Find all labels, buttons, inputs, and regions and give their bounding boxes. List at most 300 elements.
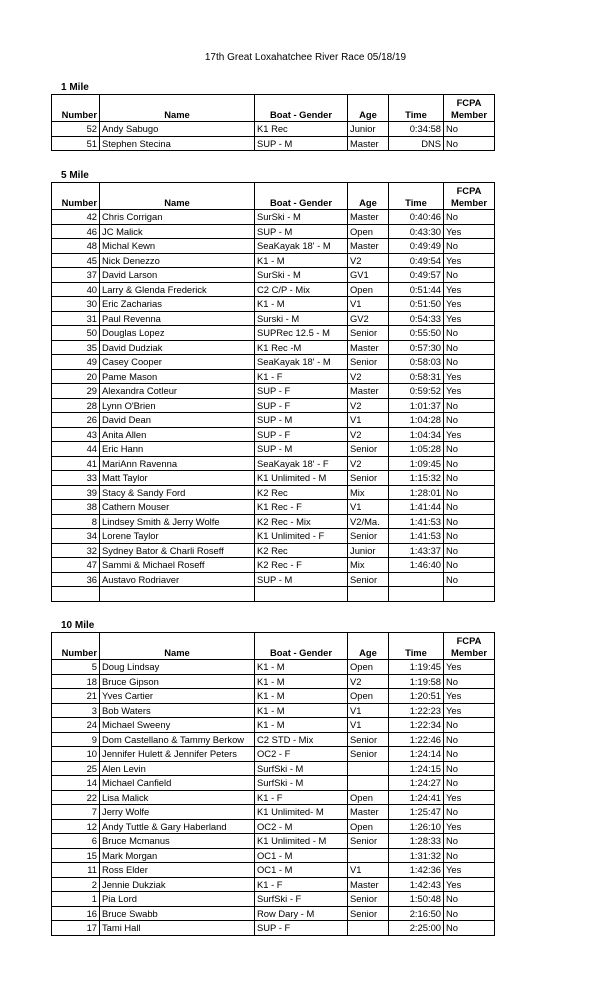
cell-boat-gender: OC1 - M	[255, 848, 348, 863]
cell-time: 2:16:50	[389, 906, 444, 921]
cell-boat-gender: K1 - F	[255, 877, 348, 892]
cell-number: 48	[52, 239, 100, 254]
cell-fcpa-member: No	[444, 732, 495, 747]
section-5-mile	[51, 170, 495, 602]
cell-time: 0:58:31	[389, 369, 444, 384]
cell-name: Doug Lindsay	[100, 660, 255, 675]
cell-boat-gender: SeaKayak 18' - M	[255, 355, 348, 370]
cell-name: Dom Castellano & Tammy Berkow	[100, 732, 255, 747]
cell-name: Larry & Glenda Frederick	[100, 282, 255, 297]
cell-fcpa-member: No	[444, 413, 495, 428]
table-row	[52, 877, 495, 892]
cell-boat-gender: K1 - M	[255, 703, 348, 718]
cell-age: V1	[348, 413, 389, 428]
cell-fcpa-member: Yes	[444, 297, 495, 312]
cell-age: V2	[348, 253, 389, 268]
cell-name: David Larson	[100, 268, 255, 283]
header-number: Number	[52, 95, 100, 122]
cell-fcpa-member: Yes	[444, 689, 495, 704]
cell-time: 0:54:33	[389, 311, 444, 326]
cell-time: 1:22:46	[389, 732, 444, 747]
table-row	[52, 819, 495, 834]
cell-boat-gender: SeaKayak 18' - F	[255, 456, 348, 471]
cell-number: 16	[52, 906, 100, 921]
cell-time: 1:43:37	[389, 543, 444, 558]
cell-boat-gender: SUP - F	[255, 398, 348, 413]
cell-number: 20	[52, 369, 100, 384]
cell-time: 1:50:48	[389, 892, 444, 907]
cell-name: Bruce Gipson	[100, 674, 255, 689]
cell-time: 0:55:50	[389, 326, 444, 341]
cell-fcpa-member: Yes	[444, 660, 495, 675]
cell-time: 1:41:53	[389, 529, 444, 544]
cell-fcpa-member: No	[444, 326, 495, 341]
table-row	[52, 529, 495, 544]
cell-boat-gender: K1 Rec	[255, 122, 348, 137]
table-row	[52, 776, 495, 791]
table-row	[52, 442, 495, 457]
cell-time: 1:19:58	[389, 674, 444, 689]
results-table	[51, 632, 495, 936]
cell-fcpa-member: Yes	[444, 369, 495, 384]
cell-number: 5	[52, 660, 100, 675]
cell-age: Open	[348, 790, 389, 805]
cell-time: DNS	[389, 136, 444, 151]
cell-age	[348, 587, 389, 602]
cell-name	[100, 587, 255, 602]
table-row	[52, 485, 495, 500]
cell-name: Ross Elder	[100, 863, 255, 878]
cell-fcpa-member: No	[444, 122, 495, 137]
cell-age: Senior	[348, 906, 389, 921]
cell-name: Stephen Stecina	[100, 136, 255, 151]
section-label: 5 Mile	[61, 170, 89, 181]
cell-number: 47	[52, 558, 100, 573]
cell-fcpa-member: No	[444, 572, 495, 587]
cell-age: Master	[348, 384, 389, 399]
cell-name: Sydney Bator & Charli Roseff	[100, 543, 255, 558]
cell-boat-gender: K1 Unlimited- M	[255, 805, 348, 820]
header-fcpa-member: FCPA Member	[444, 633, 495, 660]
cell-boat-gender: Surski - M	[255, 311, 348, 326]
cell-boat-gender: OC2 - M	[255, 819, 348, 834]
table-row	[52, 384, 495, 399]
cell-name: Lorene Taylor	[100, 529, 255, 544]
cell-number: 36	[52, 572, 100, 587]
cell-fcpa-member: No	[444, 761, 495, 776]
cell-age: Senior	[348, 572, 389, 587]
table-row	[52, 703, 495, 718]
cell-name: Andy Tuttle & Gary Haberland	[100, 819, 255, 834]
header-name: Name	[100, 633, 255, 660]
table-row	[52, 413, 495, 428]
cell-fcpa-member: No	[444, 442, 495, 457]
cell-age: Open	[348, 282, 389, 297]
table-row	[52, 500, 495, 515]
cell-number: 10	[52, 747, 100, 762]
cell-name: Pame Mason	[100, 369, 255, 384]
cell-number	[52, 587, 100, 602]
table-row	[52, 543, 495, 558]
cell-boat-gender: K2 Rec	[255, 543, 348, 558]
cell-age: Master	[348, 877, 389, 892]
cell-age: V2	[348, 369, 389, 384]
cell-boat-gender: K2 Rec - Mix	[255, 514, 348, 529]
cell-name: Bruce Swabb	[100, 906, 255, 921]
cell-number: 49	[52, 355, 100, 370]
cell-number: 12	[52, 819, 100, 834]
table-row	[52, 268, 495, 283]
header-fcpa-member: FCPA Member	[444, 183, 495, 210]
cell-boat-gender: SUP - M	[255, 224, 348, 239]
cell-fcpa-member: No	[444, 340, 495, 355]
table-row	[52, 311, 495, 326]
cell-boat-gender: K1 Rec -M	[255, 340, 348, 355]
cell-time: 0:34:58	[389, 122, 444, 137]
cell-boat-gender: SUP - M	[255, 413, 348, 428]
header-boat-gender: Boat - Gender	[255, 95, 348, 122]
cell-fcpa-member: Yes	[444, 253, 495, 268]
table-row	[52, 718, 495, 733]
cell-name: David Dean	[100, 413, 255, 428]
cell-age: GV2	[348, 311, 389, 326]
table-row	[52, 732, 495, 747]
cell-age: Junior	[348, 543, 389, 558]
cell-time: 1:24:14	[389, 747, 444, 762]
cell-age: V2	[348, 674, 389, 689]
cell-boat-gender: OC1 - M	[255, 863, 348, 878]
cell-boat-gender	[255, 587, 348, 602]
cell-time: 1:22:34	[389, 718, 444, 733]
cell-number: 2	[52, 877, 100, 892]
cell-time: 0:59:52	[389, 384, 444, 399]
table-row	[52, 558, 495, 573]
cell-boat-gender: SUP - M	[255, 442, 348, 457]
cell-time: 2:25:00	[389, 921, 444, 936]
cell-name: Alexandra Cotleur	[100, 384, 255, 399]
cell-fcpa-member: No	[444, 210, 495, 225]
header-number: Number	[52, 183, 100, 210]
cell-boat-gender: K2 Rec	[255, 485, 348, 500]
cell-boat-gender: K1 - M	[255, 253, 348, 268]
cell-number: 21	[52, 689, 100, 704]
table-row	[52, 456, 495, 471]
cell-age: Senior	[348, 529, 389, 544]
table-row	[52, 297, 495, 312]
cell-fcpa-member: No	[444, 834, 495, 849]
cell-name: Chris Corrigan	[100, 210, 255, 225]
cell-age: Senior	[348, 355, 389, 370]
cell-name: Paul Revenna	[100, 311, 255, 326]
cell-time: 1:15:32	[389, 471, 444, 486]
section-1-mile	[51, 82, 495, 151]
cell-name: Anita Allen	[100, 427, 255, 442]
cell-number: 44	[52, 442, 100, 457]
cell-time: 1:42:36	[389, 863, 444, 878]
table-row	[52, 136, 495, 151]
cell-name: Pia Lord	[100, 892, 255, 907]
cell-time: 0:40:46	[389, 210, 444, 225]
table-row	[52, 892, 495, 907]
cell-number: 15	[52, 848, 100, 863]
cell-age: Senior	[348, 471, 389, 486]
cell-number: 29	[52, 384, 100, 399]
cell-name: Alen Levin	[100, 761, 255, 776]
cell-time: 1:05:28	[389, 442, 444, 457]
cell-fcpa-member: No	[444, 921, 495, 936]
cell-fcpa-member: No	[444, 892, 495, 907]
cell-name: Michael Sweeny	[100, 718, 255, 733]
table-row	[52, 427, 495, 442]
table-row	[52, 747, 495, 762]
cell-number: 18	[52, 674, 100, 689]
cell-time: 1:09:45	[389, 456, 444, 471]
cell-fcpa-member: Yes	[444, 224, 495, 239]
cell-name: Lisa Malick	[100, 790, 255, 805]
table-row	[52, 805, 495, 820]
cell-fcpa-member	[444, 587, 495, 602]
cell-age: Senior	[348, 442, 389, 457]
section-10-mile	[51, 620, 495, 936]
cell-time: 1:42:43	[389, 877, 444, 892]
cell-boat-gender: SUP - F	[255, 921, 348, 936]
cell-boat-gender: K1 - M	[255, 674, 348, 689]
cell-name: Michael Canfield	[100, 776, 255, 791]
cell-age: Mix	[348, 485, 389, 500]
cell-name: Lynn O'Brien	[100, 398, 255, 413]
page-title: 17th Great Loxahatchee River Race 05/18/19	[204, 52, 407, 63]
cell-time: 0:58:03	[389, 355, 444, 370]
cell-number: 25	[52, 761, 100, 776]
cell-number: 8	[52, 514, 100, 529]
table-row	[52, 863, 495, 878]
header-age: Age	[348, 633, 389, 660]
cell-name: David Dudziak	[100, 340, 255, 355]
cell-fcpa-member: No	[444, 776, 495, 791]
cell-number: 6	[52, 834, 100, 849]
cell-fcpa-member: Yes	[444, 282, 495, 297]
table-row	[52, 514, 495, 529]
cell-time: 0:57:30	[389, 340, 444, 355]
cell-name: Jerry Wolfe	[100, 805, 255, 820]
cell-age: Senior	[348, 834, 389, 849]
cell-name: Jennifer Hulett & Jennifer Peters	[100, 747, 255, 762]
cell-age: V2/Ma.	[348, 514, 389, 529]
header-number: Number	[52, 633, 100, 660]
cell-age: V1	[348, 297, 389, 312]
cell-number: 32	[52, 543, 100, 558]
cell-age	[348, 761, 389, 776]
cell-fcpa-member: Yes	[444, 703, 495, 718]
header-boat-gender: Boat - Gender	[255, 633, 348, 660]
cell-age: Open	[348, 689, 389, 704]
cell-time: 1:31:32	[389, 848, 444, 863]
cell-time: 0:51:44	[389, 282, 444, 297]
table-row	[52, 921, 495, 936]
cell-time: 1:46:40	[389, 558, 444, 573]
cell-age: V2	[348, 398, 389, 413]
table-row	[52, 834, 495, 849]
cell-time	[389, 572, 444, 587]
cell-time	[389, 587, 444, 602]
cell-fcpa-member: No	[444, 848, 495, 863]
header-row	[52, 183, 495, 210]
header-time: Time	[389, 183, 444, 210]
cell-time: 1:20:51	[389, 689, 444, 704]
cell-number: 43	[52, 427, 100, 442]
cell-time: 1:25:47	[389, 805, 444, 820]
cell-time: 0:49:57	[389, 268, 444, 283]
cell-name: Casey Cooper	[100, 355, 255, 370]
table-row	[52, 355, 495, 370]
cell-number: 38	[52, 500, 100, 515]
cell-boat-gender: SUP - F	[255, 427, 348, 442]
cell-age	[348, 921, 389, 936]
cell-number: 42	[52, 210, 100, 225]
cell-number: 35	[52, 340, 100, 355]
header-age: Age	[348, 95, 389, 122]
table-row	[52, 572, 495, 587]
cell-boat-gender: C2 STD - Mix	[255, 732, 348, 747]
table-row	[52, 587, 495, 602]
cell-time: 1:19:45	[389, 660, 444, 675]
cell-time: 1:24:41	[389, 790, 444, 805]
cell-number: 3	[52, 703, 100, 718]
cell-number: 41	[52, 456, 100, 471]
cell-boat-gender: SurfSki - M	[255, 776, 348, 791]
cell-fcpa-member: No	[444, 268, 495, 283]
cell-name: Mark Morgan	[100, 848, 255, 863]
cell-fcpa-member: Yes	[444, 877, 495, 892]
cell-fcpa-member: No	[444, 355, 495, 370]
cell-time: 1:22:23	[389, 703, 444, 718]
cell-age: Master	[348, 136, 389, 151]
cell-number: 37	[52, 268, 100, 283]
cell-fcpa-member: Yes	[444, 427, 495, 442]
cell-fcpa-member: No	[444, 529, 495, 544]
cell-name: Sammi & Michael Roseff	[100, 558, 255, 573]
table-row	[52, 239, 495, 254]
cell-number: 33	[52, 471, 100, 486]
cell-fcpa-member: No	[444, 514, 495, 529]
cell-name: Nick Denezzo	[100, 253, 255, 268]
table-row	[52, 253, 495, 268]
cell-age	[348, 848, 389, 863]
header-row	[52, 95, 495, 122]
cell-boat-gender: K1 - M	[255, 660, 348, 675]
cell-age: V1	[348, 863, 389, 878]
cell-boat-gender: K1 - F	[255, 790, 348, 805]
cell-fcpa-member: Yes	[444, 384, 495, 399]
cell-number: 26	[52, 413, 100, 428]
header-time: Time	[389, 633, 444, 660]
cell-number: 39	[52, 485, 100, 500]
cell-age: Open	[348, 819, 389, 834]
table-row	[52, 224, 495, 239]
cell-name: Jennie Dukziak	[100, 877, 255, 892]
cell-fcpa-member: No	[444, 398, 495, 413]
cell-age: Master	[348, 239, 389, 254]
cell-name: Michal Kewn	[100, 239, 255, 254]
cell-time: 0:43:30	[389, 224, 444, 239]
cell-boat-gender: SurfSki - F	[255, 892, 348, 907]
cell-age: Open	[348, 660, 389, 675]
cell-age: V2	[348, 456, 389, 471]
cell-fcpa-member: No	[444, 471, 495, 486]
cell-boat-gender: Row Dary - M	[255, 906, 348, 921]
cell-time: 1:26:10	[389, 819, 444, 834]
cell-number: 46	[52, 224, 100, 239]
cell-fcpa-member: Yes	[444, 819, 495, 834]
cell-name: Eric Zacharias	[100, 297, 255, 312]
header-row	[52, 633, 495, 660]
cell-name: Cathern Mouser	[100, 500, 255, 515]
table-row	[52, 848, 495, 863]
cell-number: 22	[52, 790, 100, 805]
header-time: Time	[389, 95, 444, 122]
cell-name: Andy Sabugo	[100, 122, 255, 137]
table-row	[52, 122, 495, 137]
cell-name: Yves Cartier	[100, 689, 255, 704]
cell-time: 1:24:15	[389, 761, 444, 776]
cell-boat-gender: K1 Unlimited - M	[255, 834, 348, 849]
cell-age: Senior	[348, 326, 389, 341]
cell-time: 1:24:27	[389, 776, 444, 791]
cell-age: V1	[348, 703, 389, 718]
cell-name: Stacy & Sandy Ford	[100, 485, 255, 500]
cell-number: 34	[52, 529, 100, 544]
cell-number: 52	[52, 122, 100, 137]
cell-fcpa-member: No	[444, 747, 495, 762]
header-name: Name	[100, 183, 255, 210]
cell-boat-gender: SUP - F	[255, 384, 348, 399]
cell-name: Bob Waters	[100, 703, 255, 718]
cell-name: Matt Taylor	[100, 471, 255, 486]
cell-number: 9	[52, 732, 100, 747]
cell-boat-gender: SurSki - M	[255, 210, 348, 225]
cell-fcpa-member: No	[444, 239, 495, 254]
cell-age: Junior	[348, 122, 389, 137]
results-table	[51, 94, 495, 151]
cell-fcpa-member: Yes	[444, 863, 495, 878]
cell-boat-gender: OC2 - F	[255, 747, 348, 762]
table-row	[52, 282, 495, 297]
cell-fcpa-member: No	[444, 485, 495, 500]
cell-number: 11	[52, 863, 100, 878]
section-label: 10 Mile	[61, 620, 95, 631]
header-fcpa-member: FCPA Member	[444, 95, 495, 122]
cell-name: Eric Hann	[100, 442, 255, 457]
cell-boat-gender: K1 - M	[255, 297, 348, 312]
cell-fcpa-member: No	[444, 456, 495, 471]
cell-name: Douglas Lopez	[100, 326, 255, 341]
table-row	[52, 326, 495, 341]
cell-time: 1:01:37	[389, 398, 444, 413]
cell-boat-gender: C2 C/P - Mix	[255, 282, 348, 297]
cell-fcpa-member: Yes	[444, 311, 495, 326]
cell-boat-gender: SurSki - M	[255, 268, 348, 283]
cell-fcpa-member: No	[444, 558, 495, 573]
cell-age: V1	[348, 718, 389, 733]
table-row	[52, 761, 495, 776]
cell-age: GV1	[348, 268, 389, 283]
cell-name: MariAnn Ravenna	[100, 456, 255, 471]
cell-age: Master	[348, 340, 389, 355]
cell-age: Mix	[348, 558, 389, 573]
cell-number: 50	[52, 326, 100, 341]
cell-boat-gender: K1 - M	[255, 689, 348, 704]
cell-time: 1:28:33	[389, 834, 444, 849]
